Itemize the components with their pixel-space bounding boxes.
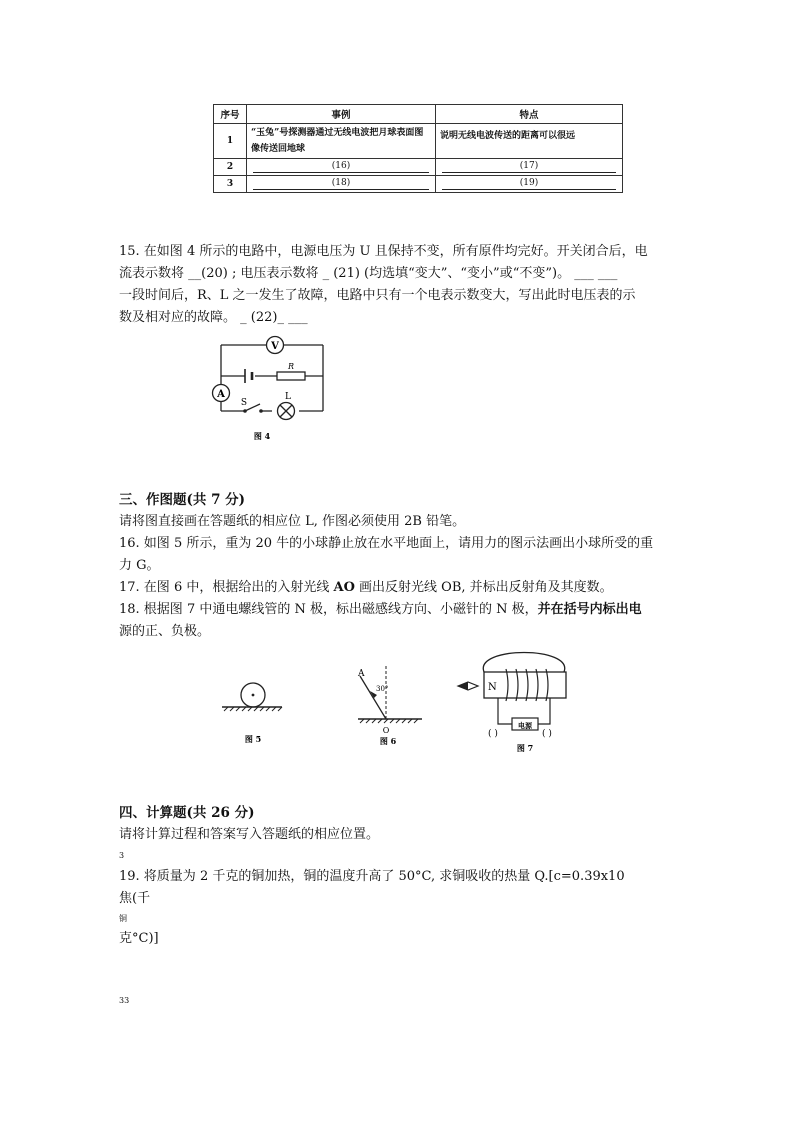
fig6-label-o: O [382,726,390,735]
figure4-caption: 图 4 [253,431,271,441]
row3-example [247,176,436,193]
header-num: 序号 [214,105,247,124]
figure6-mirror [350,664,430,752]
q15-line1: 15. 在如图 4 所示的电路中，电源电压为 U 且保持不变，所有原件均完好。开关闭合后，电 [119,244,648,259]
q19-unit2: 克°C)] [119,931,159,946]
table-row [214,176,623,193]
q19-line: 19. 将质量为 2 千克的铜加热，铜的温度升高了 50°C, 求铜吸收的热量 Q.[c=0.39x10 [119,869,625,884]
q17-ao: AO [333,580,355,595]
table-header-row [214,105,623,124]
q16-line1: 16. 如图 5 所示，重为 20 牛的小球静止放在水平地面上，请用力的图示法画出小球所受的重 [119,536,654,551]
row1-example: “玉兔”号探测器通过无线电波把月球表面图像传送回地球 [247,124,436,159]
small-3: 3 [119,851,125,860]
fig7-power: 电源 [518,721,532,730]
row1-num: 1 [214,124,247,159]
q17-prefix: 17. 在图 6 中，根据给出的入射光线 [119,580,334,595]
q16-line2: 力 G。 [119,558,160,573]
section4-title: 四、计算题(共 26 分) [119,805,255,821]
lamp-label: L [285,392,291,402]
footer-number: 33 [119,996,130,1005]
figure4-circuit [205,332,335,447]
q17-suffix: 画出反射光线 OB, 并标出反射角及其度数。 [354,580,613,595]
fig7-right-paren: ( ) [542,729,552,739]
blank-17: (17) [442,161,616,173]
row2-example [247,159,436,176]
q19-unit1: 焦(千 [119,891,151,906]
q18-line2: 源的正、负极。 [119,624,211,639]
section4-instruction: 请将计算过程和答案写入答题纸的相应位置。 [119,827,380,842]
figure6-caption: 图 6 [379,736,397,746]
header-example: 事例 [247,105,436,124]
examples-table [213,104,623,193]
figure5-ball [218,676,288,748]
q15-line3: 一段时间后，R、L 之一发生了故障，电路中只有一个电表示数变大，写出此时电压表的示 [119,288,636,303]
blank-19: (19) [442,178,616,190]
figure5-caption: 图 5 [244,734,262,744]
q18-prefix: 18. 根据图 7 中通电螺线管的 N 极，标出磁感线方向、小磁针的 N 极， [119,602,538,617]
q17-line [119,577,613,599]
blank-18: (18) [253,178,429,190]
row1-feature: 说明无线电波传送的距离可以很远 [436,124,623,159]
q18-bold: 并在括号内标出电 [537,602,642,617]
header-feature: 特点 [436,105,623,124]
q15-line2: 流表示数将 __(20) ; 电压表示数将 _ (21) (均选填“变大”、“变小”或“不变”)。 ___ ___ [119,266,618,281]
fig7-left-paren: ( ) [488,729,498,739]
figure7-solenoid [454,644,594,756]
resistor-label: R [287,362,295,371]
fig6-label-a: A [358,669,365,679]
voltmeter-label: V [271,341,279,352]
section3-instruction: 请将图直接画在答题纸的相应位 L, 作图必须使用 2B 铅笔。 [119,514,466,529]
q15-line4: 数及相对应的故障。 _ (22)_ ___ [119,310,308,325]
section3-title: 三、作图题(共 7 分) [119,492,246,508]
q18-line1 [119,599,642,621]
blank-16: (16) [253,161,429,173]
fig7-label-n: N [488,682,497,693]
table-row [214,124,623,159]
row2-num: 2 [214,159,247,176]
figure7-caption: 图 7 [516,743,534,753]
row3-feature [436,176,623,193]
switch-label: S [240,398,248,408]
fig6-angle: 30° [376,685,389,693]
table-row [214,159,623,176]
row2-feature [436,159,623,176]
q19-small: 铜 [119,914,127,923]
ammeter-label: A [217,389,225,400]
row3-num: 3 [214,176,247,193]
